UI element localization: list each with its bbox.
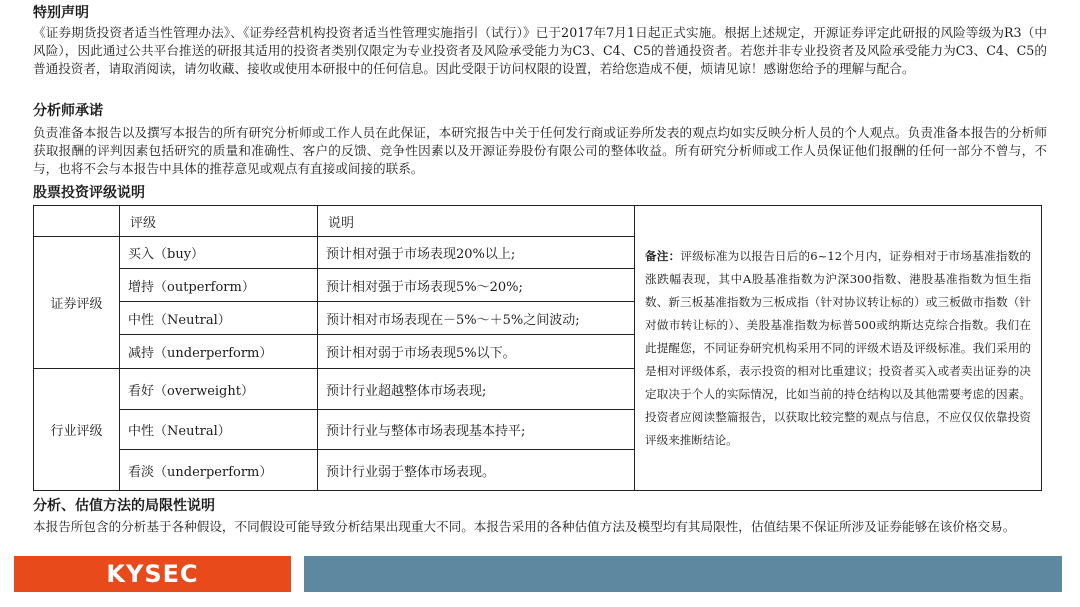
desc-cell: 预计相对弱于市场表现5%以下。: [318, 335, 635, 369]
rating-note: [635, 206, 1042, 491]
desc-cell: 预计行业超越整体市场表现;: [318, 369, 635, 410]
rating-cell: 增持（outperform）: [120, 269, 318, 302]
rating-cell: 中性（Neutral）: [120, 410, 318, 450]
table-header-row: [34, 206, 1042, 237]
logo-text: KYSEC: [106, 560, 199, 588]
desc-cell: 预计行业弱于整体市场表现。: [318, 450, 635, 491]
desc-cell: 预计行业与整体市场表现基本持平;: [318, 410, 635, 450]
header-blank-cell: [34, 206, 120, 237]
rating-cell: 减持（underperform）: [120, 335, 318, 369]
stock-rating-label: 证券评级: [34, 237, 120, 369]
rating-table: [33, 205, 1042, 491]
limitation-title: 分析、估值方法的局限性说明: [33, 498, 215, 514]
header-rating: 评级: [120, 206, 318, 237]
rating-cell: 看好（overweight）: [120, 369, 318, 410]
analyst-text: 负责准备本报告以及撰写本报告的所有研究分析师或工作人员在此保证，本研究报告中关于任何发行商或证券所发表的观点均如实反映分析人员的个人观点。负责准备本报告的分析师获取报酬的评判因素包括研究的质量和准确性、客户的反馈、竞争性因素以及开源证券股份有限公司的整体收益。所有研究分析师或工作人员保证他们报酬的任何一部分不曾与，不与，也将不会与本报告中具体的推荐意见或观点有直接或间接的联系。: [33, 125, 1047, 176]
note-text: 评级标准为以报告日后的6~12个月内，证券相对于市场基准指数的涨跌幅表现，其中A股基准指数为沪深300指数、港股基准指数为恒生指数、新三板基准指数为三板成指（针对协议转让标的）或三板做市指数（针对做市转让标的）、美股基准指数为标普500或纳斯达克综合指数。我们在此提醒您，不同证券研究机构采用不同的评级术语及评级标准。我们采用的是相对评级体系，表示投资的相对比重建议；投资者买入或者卖出证券的决定取决于个人的实际情况，比如当前的持仓结构以及其他需要考虑的因素。投资者应阅读整篇报告，以获取比较完整的观点与信息，不应仅仅依靠投资评级来推断结论。: [645, 248, 1031, 447]
industry-rating-label: 行业评级: [34, 369, 120, 491]
kysec-logo: [14, 556, 291, 592]
note-label: 备注：: [645, 248, 681, 263]
desc-cell: 预计相对强于市场表现5%～20%;: [318, 269, 635, 302]
rating-cell: 买入（buy）: [120, 237, 318, 269]
disclaimer-text: 《证券期货投资者适当性管理办法》、《证券经营机构投资者适当性管理实施指引（试行）》已于2017年7月1日起正式实施。根据上述规定，开源证券评定此研报的风险等级为R3（中风险），因此通过公共平台推送的研报其适用的投资者类别仅限定为专业投资者及风险承受能力为C3、C4、C5的普通投资者。若您并非专业投资者及风险承受能力为C3、C4、C5的普通投资者，请取消阅读，请勿收藏、接收或使用本研报中的任何信息。因此受限于访问权限的设置，若给您造成不便，烦请见谅！感谢您给予的理解与配合。: [33, 25, 1047, 76]
disclaimer-title: 特别声明: [33, 5, 89, 21]
rating-cell: 看淡（underperform）: [120, 450, 318, 491]
analyst-title: 分析师承诺: [33, 103, 103, 119]
rating-cell: 中性（Neutral）: [120, 302, 318, 335]
desc-cell: 预计相对市场表现在－5%～＋5%之间波动;: [318, 302, 635, 335]
header-desc: 说明: [318, 206, 635, 237]
footer-bar: [304, 556, 1062, 592]
limitation-text: 本报告所包含的分析基于各种假设，不同假设可能导致分析结果出现重大不同。本报告采用的各种估值方法及模型均有其局限性，估值结果不保证所涉及证券能够在该价格交易。: [33, 519, 1016, 534]
rating-title: 股票投资评级说明: [33, 185, 145, 201]
desc-cell: 预计相对强于市场表现20%以上;: [318, 237, 635, 269]
